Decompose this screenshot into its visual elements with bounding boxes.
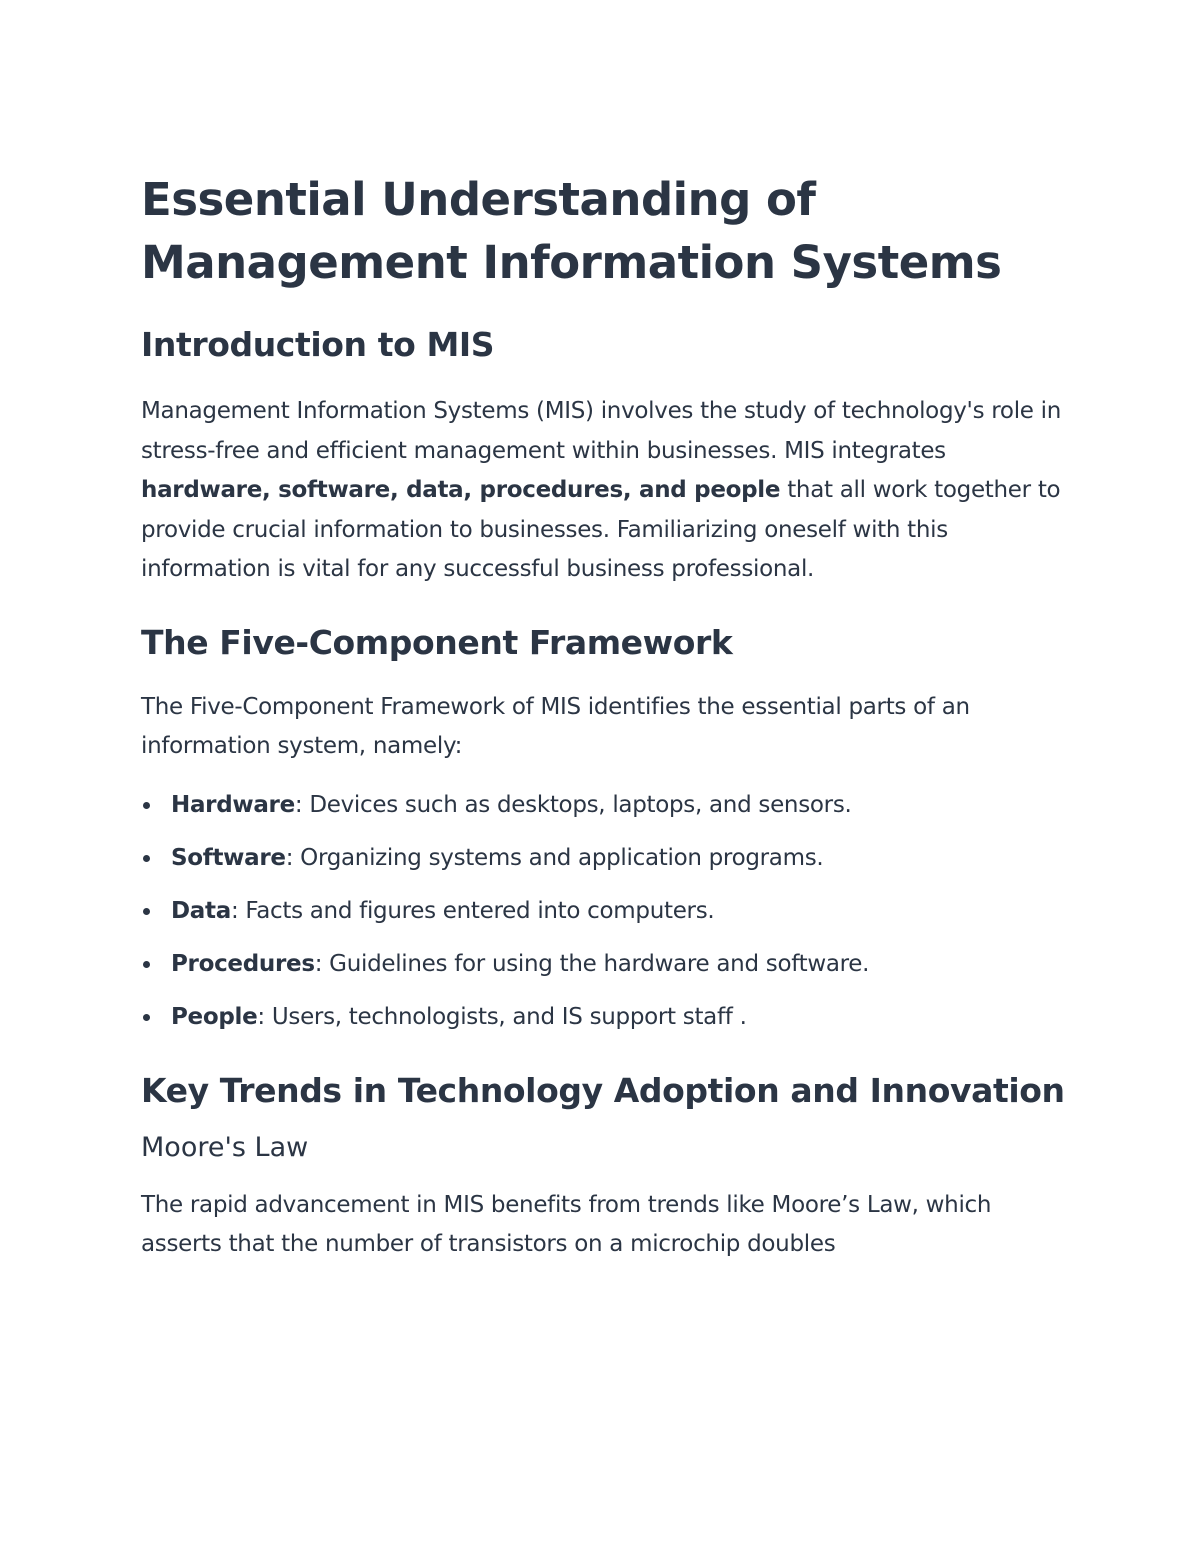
framework-paragraph: The Five-Component Framework of MIS identifies the essential parts of an information system, namely:	[141, 693, 970, 759]
list-item-term: Hardware	[171, 791, 295, 818]
intro-paragraph	[141, 392, 1071, 590]
list-item	[141, 938, 1071, 991]
component-list	[141, 779, 1071, 1044]
section-heading-trends: Key Trends in Technology Adoption and Innovation	[141, 1070, 1065, 1110]
list-item	[141, 885, 1071, 938]
section-heading-intro: Introduction to MIS	[141, 325, 495, 364]
intro-text-bold: hardware, software, data, procedures, and people	[141, 477, 781, 503]
bullet-icon	[143, 1014, 150, 1021]
moores-law-paragraph: The rapid advancement in MIS benefits from trends like Moore’s Law, which asserts that the number of transistors on a microchip doubles	[141, 1191, 992, 1257]
list-item-desc: : Facts and figures entered into computers.	[230, 897, 715, 924]
bullet-icon	[143, 802, 150, 809]
document-page	[141, 168, 1071, 1265]
intro-text-before: Management Information Systems (MIS) involves the study of technology's role in stress-free and efficient management within businesses. MIS integrates	[141, 398, 1062, 464]
bullet-icon	[143, 855, 150, 862]
list-item	[141, 991, 1071, 1044]
bullet-icon	[143, 908, 150, 915]
list-item-term: Data	[171, 897, 231, 924]
list-item-term: People	[171, 1003, 258, 1030]
list-item-term: Software	[171, 844, 286, 871]
bullet-icon	[143, 961, 150, 968]
list-item	[141, 832, 1071, 885]
section-heading-framework: The Five-Component Framework	[141, 622, 733, 662]
list-item-term: Procedures	[171, 950, 315, 977]
list-item-desc: : Guidelines for using the hardware and software.	[314, 950, 870, 977]
list-item	[141, 779, 1071, 832]
list-item-desc: : Users, technologists, and IS support staff .	[257, 1003, 747, 1030]
document-title: Essential Understanding of Management Information Systems	[141, 173, 1002, 289]
intro-text-after: that all work together to provide crucial information to businesses. Familiarizing oneself with this information is vital for any successful business professional.	[141, 477, 1061, 582]
subheading-moores-law: Moore's Law	[141, 1131, 309, 1163]
list-item-desc: : Organizing systems and application programs.	[285, 844, 824, 871]
list-item-desc: : Devices such as desktops, laptops, and sensors.	[294, 791, 852, 818]
